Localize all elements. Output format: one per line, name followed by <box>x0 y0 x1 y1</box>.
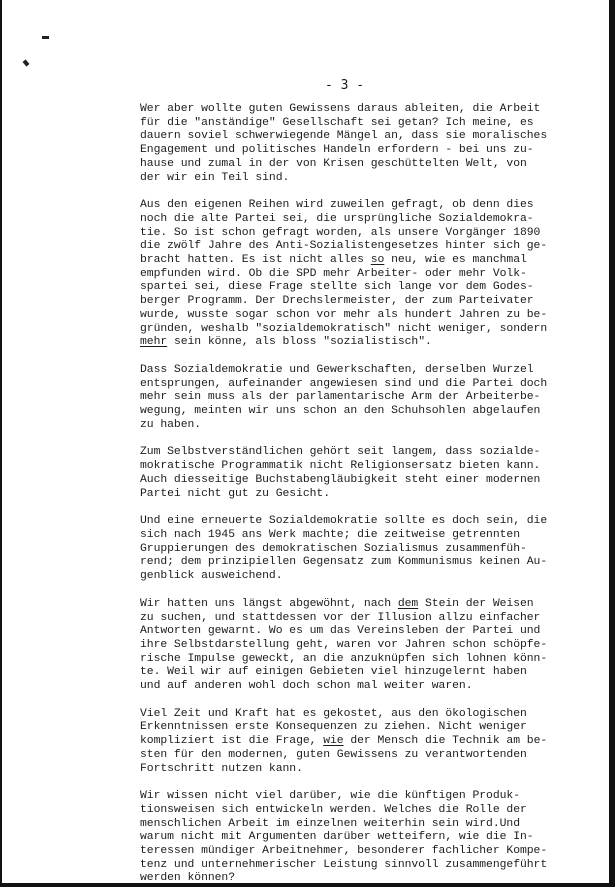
text-line: Antworten gewarnt. Wo es um das Vereinsleben der Partei und <box>140 625 541 638</box>
text-line: menschlichen Arbeit im einzelnen weiterhin sein wird.Und <box>140 817 520 830</box>
paragraph <box>140 103 600 185</box>
body-text <box>140 103 600 887</box>
text-line: Fortschritt nutzen kann. <box>140 762 303 775</box>
text-line: dauern soviel schwerwiegende Mängel an, dass sie moralisches <box>140 130 548 143</box>
text-line: Wir hatten uns längst abgewöhnt, nach dem Stein der Weisen <box>140 597 534 610</box>
text-line: werden können? <box>140 872 235 885</box>
underlined-word: dem <box>397 597 419 610</box>
text-line: Auch diesseitige Buchstabengläubigkeit steht einer modernen <box>140 473 541 486</box>
text-line: bracht hatten. Es ist nicht alles so neu, wie es manchmal <box>140 254 527 267</box>
text-line: Und eine erneuerte Sozialdemokratie sollte es doch sein, die <box>140 515 548 528</box>
text-line: der wir ein Teil sind. <box>140 171 290 184</box>
text-line: teressen mündiger Arbeitnehmer, besonderer fachlicher Kompe- <box>140 845 548 858</box>
text-line: Partei nicht gut zu Gesicht. <box>140 487 330 500</box>
paragraph <box>140 708 600 777</box>
underlined-word: wie <box>323 735 344 748</box>
text-line: rische Impulse geweckt, an die anzuknüpfen sich lohnen könn- <box>140 652 548 665</box>
text-line: tie. So ist schon gefragt worden, als unsere Vorgänger 1890 <box>140 226 541 239</box>
text-line: mehr sein könne, als bloss "sozialistisch". <box>140 336 432 349</box>
text-line: Zum Selbstverständlichen gehört seit langem, dass sozialde- <box>140 446 541 459</box>
paragraph <box>140 199 600 350</box>
scan-speck <box>23 59 30 66</box>
text-line: zu suchen, und stattdessen vor der Illusion allzu einfacher <box>140 611 541 624</box>
text-line: Wer aber wollte guten Gewissens daraus ableiten, die Arbeit <box>140 103 541 115</box>
text-line: Dass Sozialdemokratie und Gewerkschaften, derselben Wurzel <box>140 363 534 376</box>
text-line: berger Programm. Der Drechslermeister, der zum Parteivater <box>140 295 534 308</box>
underlined-word: so <box>370 254 385 267</box>
text-line: wegung, meinten wir uns schon an den Schuhsohlen abgelaufen <box>140 405 541 418</box>
text-line: Aus den eigenen Reihen wird zuweilen gefragt, ob denn dies <box>140 199 534 212</box>
text-line: entsprungen, aufeinander angewiesen sind und die Partei doch <box>140 377 548 390</box>
text-line: noch die alte Partei sei, die ursprüngliche Sozialdemokra- <box>140 212 534 225</box>
paragraph <box>140 598 600 694</box>
text-line: hause und zumal in der von Krisen geschüttelten Welt, von <box>140 157 527 170</box>
text-line: die zwölf Jahre des Anti-Sozialistengesetzes hinter sich ge- <box>140 240 548 253</box>
text-line: sten für den modernen, guten Gewissens zu verantwortenden <box>140 748 527 761</box>
text-line: gründen, weshalb "sozialdemokratisch" nicht weniger, sondern <box>140 322 548 335</box>
text-line: sich nach 1945 ans Werk machte; die zeitweise getrennten <box>140 528 520 541</box>
text-line: für die "anständige" Gesellschaft sei getan? Ich meine, es <box>140 116 534 129</box>
text-line: tenz und unternehmerischer Leistung sinnvoll zusammengeführt <box>140 858 548 871</box>
text-line: ihre Selbstdarstellung geht, waren vor Jahren schon schöpfe- <box>140 638 548 651</box>
text-line: und auf anderen wohl doch schon mal weiter waren. <box>140 680 473 693</box>
underlined-word: mehr <box>140 336 168 349</box>
text-line: empfunden wird. Ob die SPD mehr Arbeiter- oder mehr Volk- <box>140 267 527 280</box>
text-line: warum nicht mit Argumenten darüber wetteifern, wie die In- <box>140 831 534 844</box>
text-line: genblick ausweichend. <box>140 570 283 583</box>
scan-edge-right <box>609 0 615 887</box>
text-line: Wir wissen nicht viel darüber, wie die künftigen Produk- <box>140 790 520 803</box>
text-line: Engagement und politisches Handeln erfordern - bei uns zu- <box>140 144 534 157</box>
text-line: tionsweisen sich entwickeln werden. Welches die Rolle der <box>140 803 527 816</box>
text-line: mokratische Programmatik nicht Religionsersatz bieten kann. <box>140 460 541 473</box>
paragraph <box>140 790 600 886</box>
text-line: Erkenntnissen erste Konsequenzen zu ziehen. Nicht weniger <box>140 721 527 734</box>
text-line: wurde, wusste sogar schon vor mehr als hundert Jahren zu be- <box>140 308 548 321</box>
text-line: Viel Zeit und Kraft hat es gekostet, aus den ökologischen <box>140 707 527 720</box>
text-line: mehr sein muss als der parlamentarische Arm der Arbeiterbe- <box>140 391 541 404</box>
text-line: rend; dem prinzipiellen Gegensatz zum Kommunismus keinen Au- <box>140 556 548 569</box>
scan-speck <box>42 36 49 39</box>
text-line: spartei sei, diese Frage stellte sich lange vor dem Godes- <box>140 281 534 294</box>
paragraph <box>140 446 600 501</box>
page-number: - 3 - <box>325 78 365 93</box>
text-line: kompliziert ist die Frage, wie der Mensch die Technik am be- <box>140 735 548 748</box>
text-line: zu haben. <box>140 418 202 431</box>
scan-edge-left <box>0 0 2 887</box>
paragraph <box>140 364 600 433</box>
text-line: te. Weil wir auf einigen Gebieten viel hinzugelernt haben <box>140 666 527 679</box>
paragraph <box>140 515 600 584</box>
text-line: Gruppierungen des demokratischen Sozialismus zusammenfüh- <box>140 542 527 555</box>
